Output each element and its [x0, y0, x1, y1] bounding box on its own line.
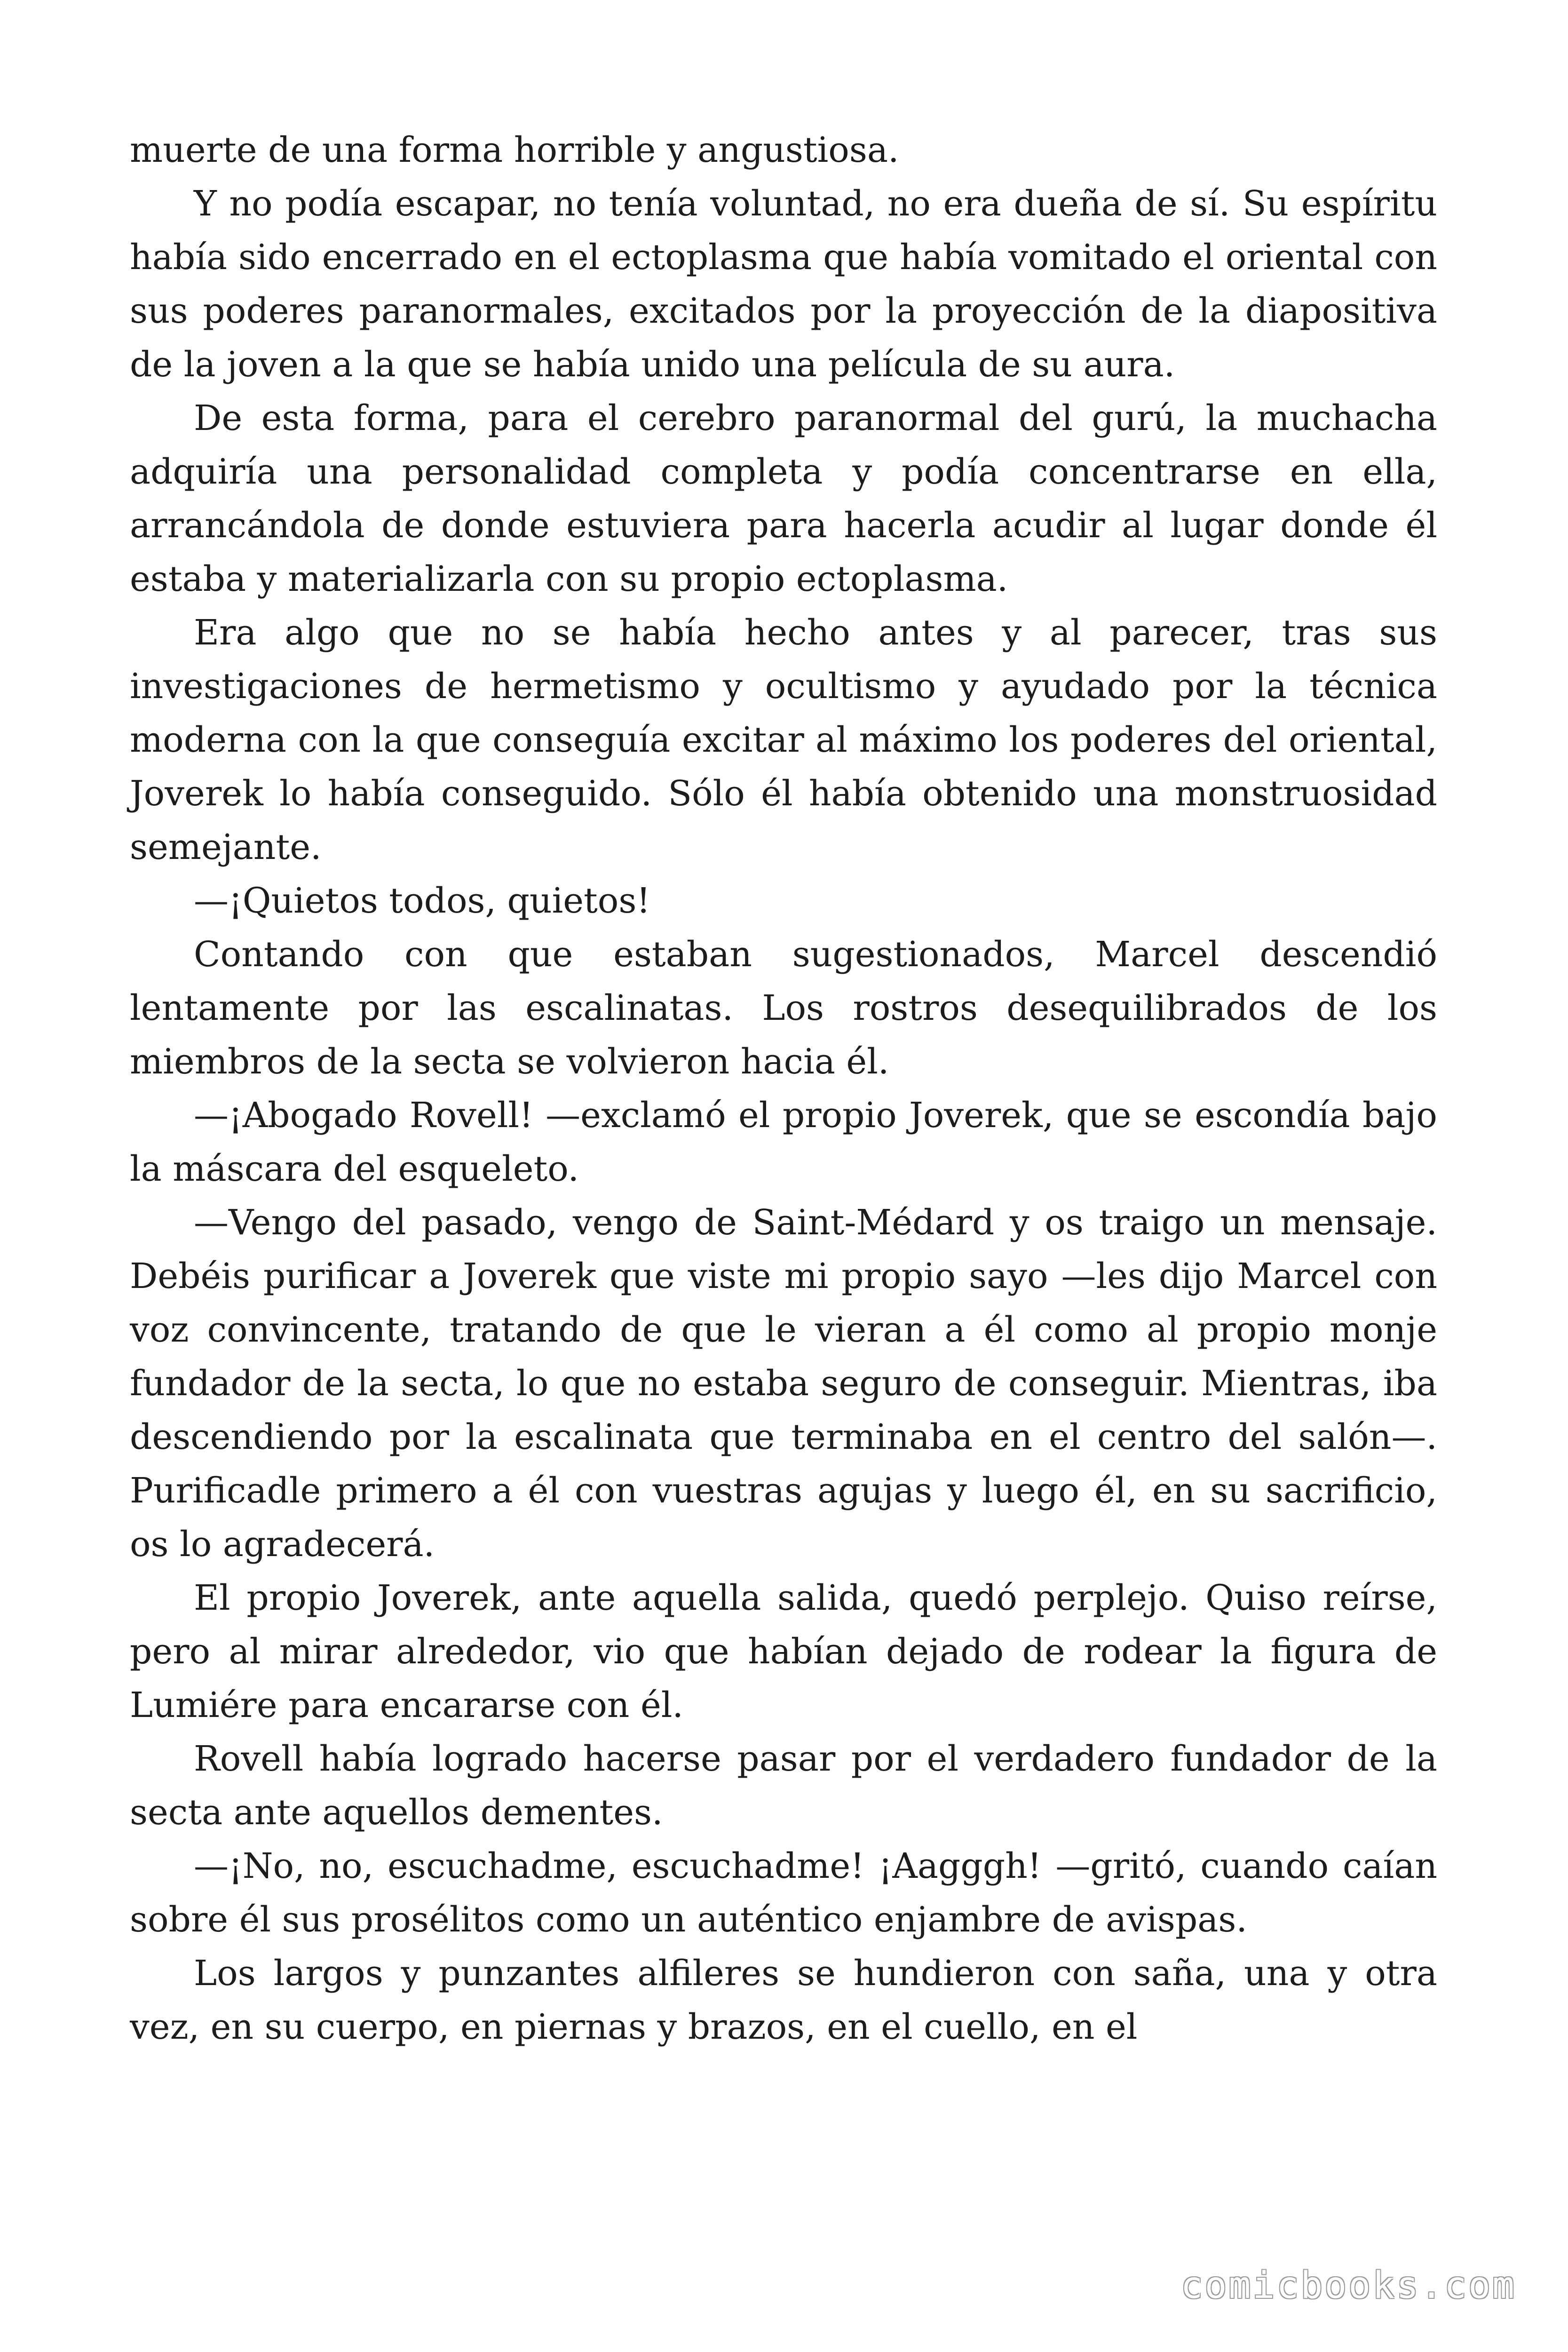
paragraph-10: Rovell había logrado hacerse pasar por el verdadero fundador de la secta ante aquellos dementes.: [130, 1739, 1437, 1833]
paragraph-8: —Vengo del pasado, vengo de Saint-Médard y os traigo un mensaje. Debéis purificar a Joverek que viste mi propio sayo —les dijo Marcel con voz convincente, tratando de que le vieran a él como al propio monje fundador de la secta, lo que no estaba seguro de conseguir. Mientras, iba descendiendo por la escalinata que terminaba en el centro del salón—. Purificadle primero a él con vuestras agujas y luego él, en su sacrificio, os lo agradecerá.: [130, 1202, 1437, 1565]
watermark-text: comicbooks.com: [1180, 2265, 1516, 2307]
paragraph-12: Los largos y punzantes alfileres se hundieron con saña, una y otra vez, en su cuerpo, en piernas y brazos, en el cuello, en el: [130, 1953, 1437, 2047]
paragraph-3: De esta forma, para el cerebro paranormal del gurú, la muchacha adquiría una personalidad completa y podía concentrarse en ella, arrancándola de donde estuviera para hacerla acudir al lugar donde él estaba y materializarla con su propio ectoplasma.: [130, 398, 1437, 599]
paragraph-4: Era algo que no se había hecho antes y al parecer, tras sus investigaciones de hermetismo y ocultismo y ayudado por la técnica moderna con la que conseguía excitar al máximo los poderes del oriental, Joverek lo había conseguido. Sólo él había obtenido una monstruosidad semejante.: [130, 612, 1437, 867]
paragraph-9: El propio Joverek, ante aquella salida, quedó perplejo. Quiso reírse, pero al mirar alrededor, vio que habían dejado de rodear la figura de Lumiére para encararse con él.: [130, 1578, 1437, 1725]
book-page-text: [130, 123, 1437, 2054]
paragraph-7: —¡Abogado Rovell! —exclamó el propio Joverek, que se escondía bajo la máscara del esqueleto.: [130, 1095, 1437, 1189]
paragraph-1: muerte de una forma horrible y angustiosa.: [130, 130, 899, 170]
paragraph-5: —¡Quietos todos, quietos!: [194, 881, 651, 921]
paragraph-11: —¡No, no, escuchadme, escuchadme! ¡Aagggh! —gritó, cuando caían sobre él sus prosélitos como un auténtico enjambre de avispas.: [130, 1846, 1437, 1940]
paragraph-6: Contando con que estaban sugestionados, Marcel descendió lentamente por las escalinatas. Los rostros desequilibrados de los miembros de la secta se volvieron hacia él.: [130, 934, 1437, 1082]
paragraph-2: Y no podía escapar, no tenía voluntad, no era dueña de sí. Su espíritu había sido encerrado en el ectoplasma que había vomitado el oriental con sus poderes paranormales, excitados por la proyección de la diapositiva de la joven a la que se había unido una película de su aura.: [130, 183, 1437, 385]
